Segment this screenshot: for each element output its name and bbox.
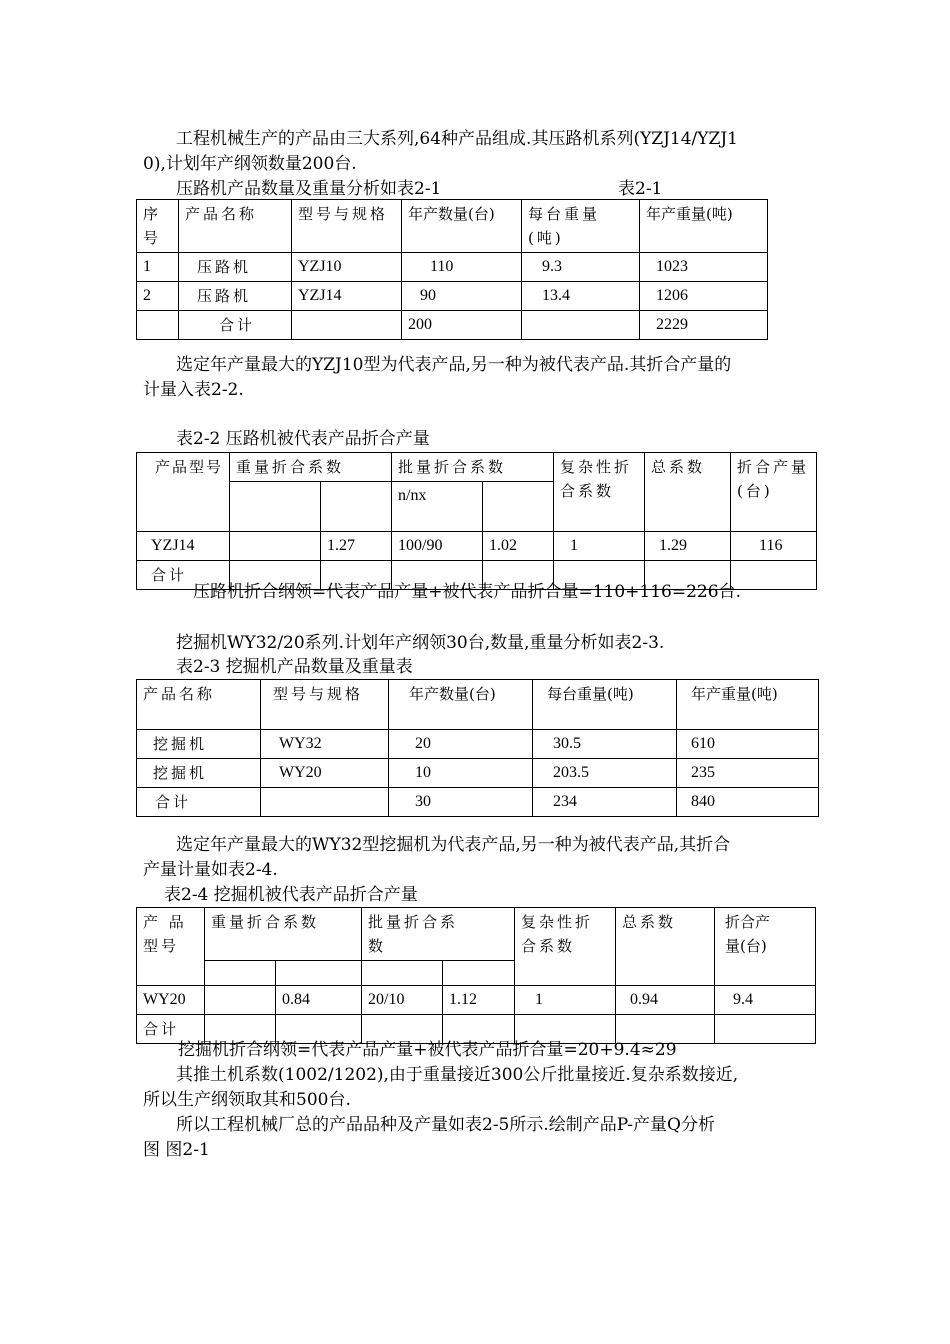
table-2-formula: 压路机折合纲领=代表产品产量+被代表产品折合量=110+116=226台. xyxy=(193,582,741,602)
cell: 2 xyxy=(137,282,179,311)
cell xyxy=(321,482,392,532)
cell xyxy=(230,532,321,561)
cell: 30.5 xyxy=(533,730,677,759)
cell: 90 xyxy=(402,282,522,311)
cell: YZJ10 xyxy=(292,253,402,282)
cell: 合计 xyxy=(137,1015,205,1044)
cell: 0.84 xyxy=(276,986,362,1015)
header-cell: 年产重量(吨) xyxy=(640,200,768,253)
cell: 20 xyxy=(389,730,533,759)
table-2-2 xyxy=(136,452,817,590)
header-cell: 年产重量(吨) xyxy=(677,680,819,730)
cell xyxy=(522,311,640,340)
cell: YZJ14 xyxy=(292,282,402,311)
cell: 合计 xyxy=(179,311,292,340)
header-cell: 型号与规格 xyxy=(292,200,402,253)
cell xyxy=(261,788,389,817)
table-1-label: 表2-1 xyxy=(618,179,663,199)
table-row xyxy=(137,532,817,561)
header-cell: 每台重量(吨) xyxy=(522,200,640,253)
cell xyxy=(137,311,179,340)
cell: 840 xyxy=(677,788,819,817)
cell xyxy=(292,311,402,340)
cell: 1206 xyxy=(640,282,768,311)
cell: 挖掘机 xyxy=(137,730,261,759)
cell: 合计 xyxy=(137,561,230,590)
header-cell: 序号 xyxy=(137,200,179,253)
cell: YZJ14 xyxy=(137,532,230,561)
table-row xyxy=(137,759,819,788)
header-cell: 批量折合系数 xyxy=(362,908,515,961)
cell: 235 xyxy=(677,759,819,788)
cell: 1023 xyxy=(640,253,768,282)
paragraph-3-line-1: 挖掘机WY32/20系列.计划年产纲领30台,数量,重量分析如表2-3. xyxy=(176,633,665,653)
cell: 1 xyxy=(137,253,179,282)
cell: 合计 xyxy=(137,788,261,817)
header-cell: 每台重量(吨) xyxy=(533,680,677,730)
table-3-caption: 表2-3 挖掘机产品数量及重量表 xyxy=(176,657,413,677)
paragraph-5-line-1: 其推土机系数(1002/1202),由于重量接近300公斤批量接近.复杂系数接近, xyxy=(176,1065,739,1085)
cell xyxy=(276,961,362,986)
cell: 压路机 xyxy=(179,282,292,311)
cell: 200 xyxy=(402,311,522,340)
header-cell: 复杂性折合系数 xyxy=(554,453,645,532)
cell: 0.94 xyxy=(616,986,715,1015)
table-row xyxy=(137,311,768,340)
cell: 9.4 xyxy=(715,986,816,1015)
cell: 1 xyxy=(554,532,645,561)
paragraph-1-line-2: 0),计划年产纲领数量200台. xyxy=(143,154,357,174)
table-row xyxy=(137,282,768,311)
paragraph-5-line-2: 所以生产纲领取其和500台. xyxy=(143,1090,351,1110)
header-cell: 折合产量(台) xyxy=(715,908,816,986)
cell: 234 xyxy=(533,788,677,817)
paragraph-1-line-1: 工程机械生产的产品由三大系列,64种产品组成.其压路机系列(YZJ14/YZJ1 xyxy=(176,129,738,149)
cell xyxy=(731,561,817,590)
header-cell: 产品名称 xyxy=(179,200,292,253)
cell: 1.29 xyxy=(645,532,731,561)
paragraph-2-line-1: 选定年产量最大的YZJ10型为代表产品,另一种为被代表产品.其折合产量的 xyxy=(176,355,732,375)
cell: 9.3 xyxy=(522,253,640,282)
cell xyxy=(205,986,276,1015)
cell xyxy=(362,961,443,986)
paragraph-2-line-2: 计量入表2-2. xyxy=(143,380,244,400)
cell: 1.12 xyxy=(443,986,515,1015)
cell xyxy=(443,961,515,986)
cell: 203.5 xyxy=(533,759,677,788)
paragraph-4-line-1: 选定年产量最大的WY32型挖掘机为代表产品,另一种为被代表产品,其折合 xyxy=(176,835,731,855)
table-row xyxy=(137,253,768,282)
cell: WY32 xyxy=(261,730,389,759)
cell: 1.02 xyxy=(483,532,554,561)
table-row xyxy=(137,730,819,759)
header-cell: 总系数 xyxy=(616,908,715,986)
table-row xyxy=(137,986,816,1015)
cell: 压路机 xyxy=(179,253,292,282)
cell xyxy=(715,1015,816,1044)
table-1-caption: 压路机产品数量及重量分析如表2-1 xyxy=(176,179,442,199)
table-2-1 xyxy=(136,199,768,340)
header-cell: 总系数 xyxy=(645,453,731,532)
cell: 30 xyxy=(389,788,533,817)
header-cell: 型号与规格 xyxy=(261,680,389,730)
paragraph-6-line-1: 所以工程机械厂总的产品品种及产量如表2-5所示.绘制产品P-产量Q分析 xyxy=(176,1115,715,1135)
cell: 610 xyxy=(677,730,819,759)
table-2-caption: 表2-2 压路机被代表产品折合产量 xyxy=(176,429,430,449)
header-cell: 年产数量(台) xyxy=(402,200,522,253)
cell xyxy=(483,482,554,532)
table-4-caption: 表2-4 挖掘机被代表产品折合产量 xyxy=(164,885,418,905)
cell: 10 xyxy=(389,759,533,788)
cell: 挖掘机 xyxy=(137,759,261,788)
cell: 20/10 xyxy=(362,986,443,1015)
cell: 13.4 xyxy=(522,282,640,311)
cell: 116 xyxy=(731,532,817,561)
header-cell: 重量折合系数 xyxy=(230,453,392,482)
table-2-3 xyxy=(136,679,819,817)
header-cell: 批量折合系数 xyxy=(392,453,554,482)
cell xyxy=(230,482,321,532)
cell xyxy=(205,961,276,986)
table-4-formula: 挖掘机折合纲领=代表产品产量+被代表产品折合量=20+9.4≈29 xyxy=(178,1040,677,1060)
table-row xyxy=(137,788,819,817)
paragraph-4-line-2: 产量计量如表2-4. xyxy=(143,860,278,880)
header-cell: n/nx xyxy=(392,482,483,532)
cell: 2229 xyxy=(640,311,768,340)
header-cell: 复杂性折合系数 xyxy=(515,908,616,986)
cell: 1.27 xyxy=(321,532,392,561)
header-cell: 折合产量(台) xyxy=(731,453,817,532)
table-2-4 xyxy=(136,907,816,1044)
cell: 100/90 xyxy=(392,532,483,561)
header-cell: 产品型号 xyxy=(137,453,230,532)
header-cell: 重量折合系数 xyxy=(205,908,362,961)
cell: WY20 xyxy=(137,986,205,1015)
paragraph-6-line-2: 图 图2-1 xyxy=(143,1140,210,1160)
cell: WY20 xyxy=(261,759,389,788)
header-cell: 产 品型号 xyxy=(137,908,205,986)
header-cell: 年产数量(台) xyxy=(389,680,533,730)
cell: 1 xyxy=(515,986,616,1015)
cell: 110 xyxy=(402,253,522,282)
header-cell: 产品名称 xyxy=(137,680,261,730)
